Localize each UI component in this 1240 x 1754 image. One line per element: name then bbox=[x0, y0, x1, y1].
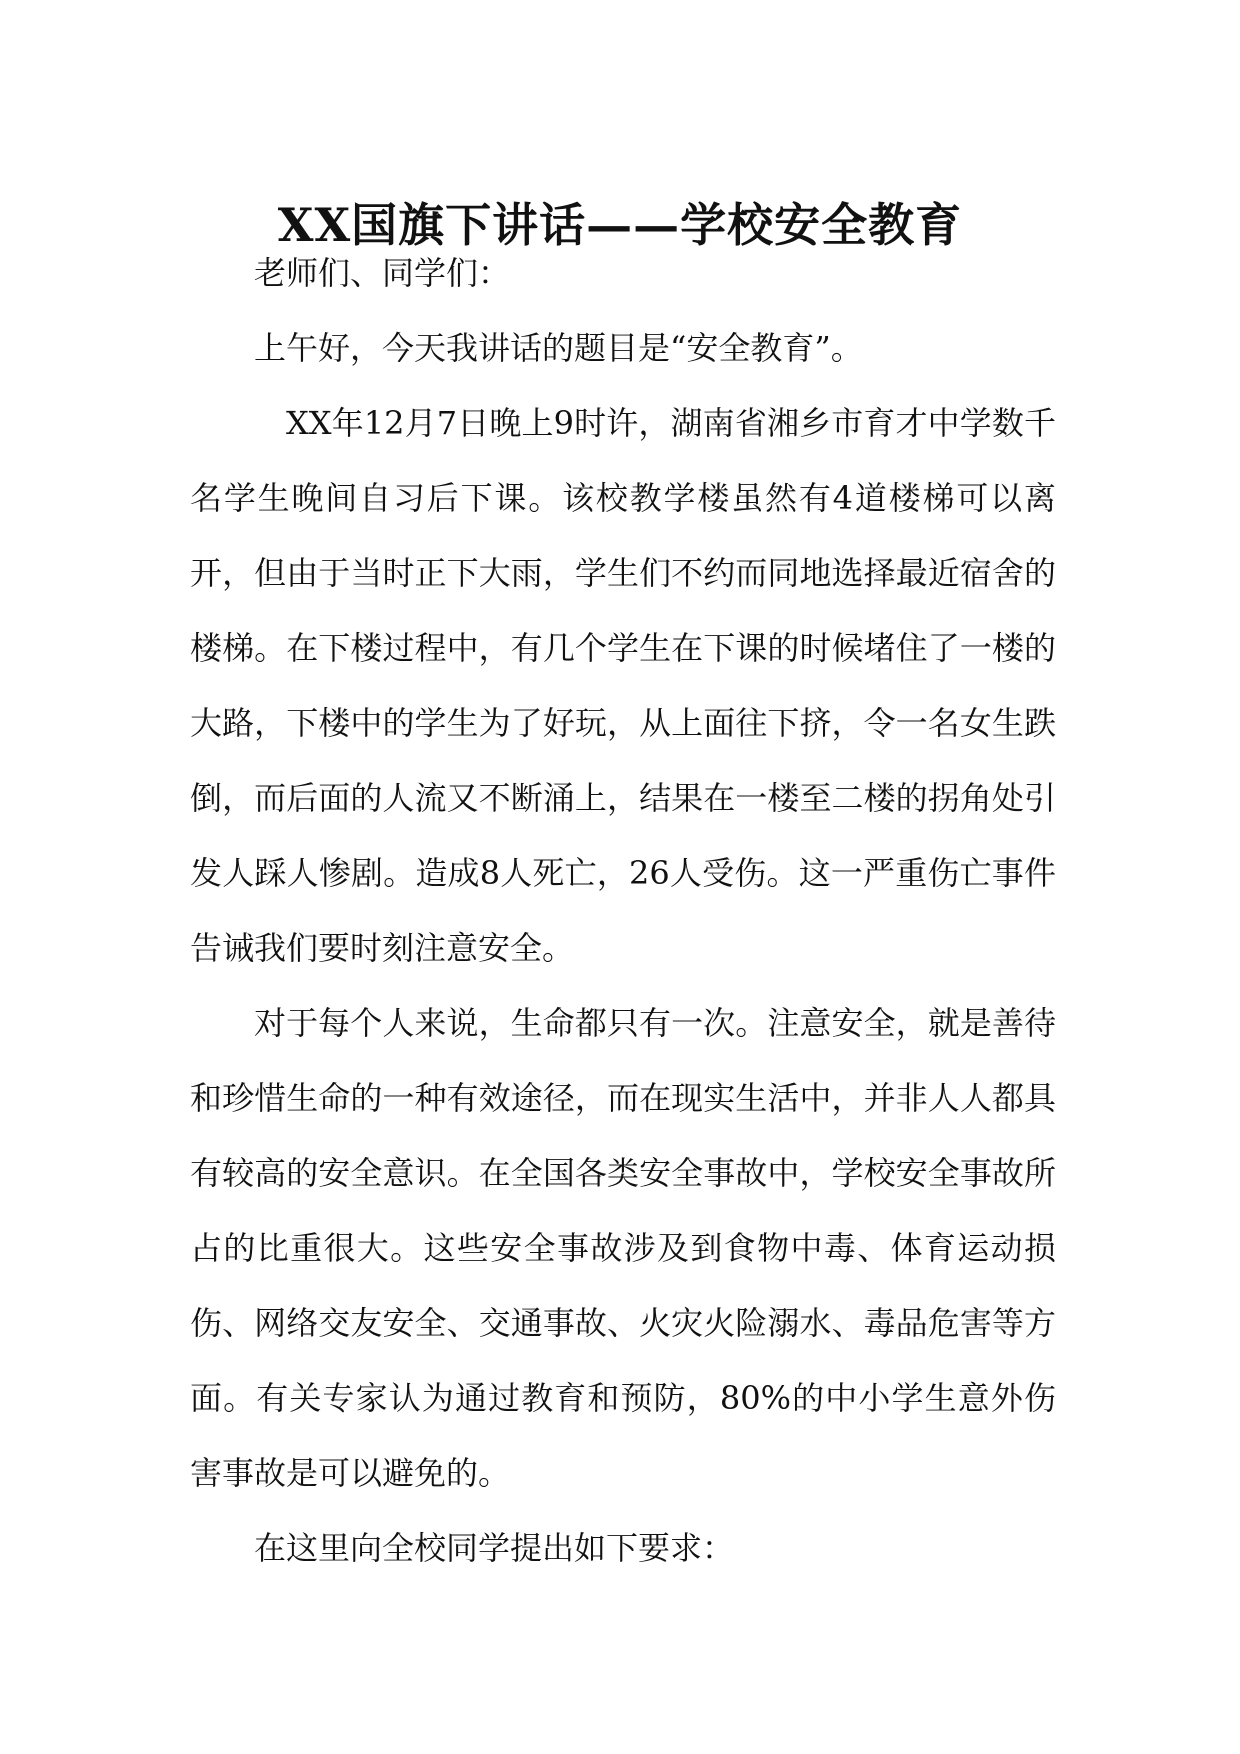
greeting-paragraph: 上午好，今天我讲话的题目是“安全教育”。 bbox=[254, 329, 863, 367]
requirements-intro-paragraph: 在这里向全校同学提出如下要求： bbox=[254, 1529, 735, 1567]
document-title: XX国旗下讲话——学校安全教育 bbox=[277, 197, 963, 252]
incident-paragraph: XX年12月7日晚上9时许，湖南省湘乡市育才中学数千名学生晚间自习后下课。该校教学楼虽然有4道楼梯可以离开，但由于当时正下大雨，学生们不约而同地选择最近宿舍的楼梯。在下楼过程中，有几个学生在下课的时候堵住了一楼的大路，下楼中的学生为了好玩，从上面往下挤，令一名女生跌倒，而后面的人流又不断涌上，结果在一楼至二楼的拐角处引发人踩人惨剧。造成8人死亡，26人受伤。这一严重伤亡事件告诫我们要时刻注意安全。 bbox=[190, 404, 1056, 967]
salutation-paragraph: 老师们、同学们： bbox=[254, 254, 511, 292]
safety-awareness-paragraph: 对于每个人来说，生命都只有一次。注意安全，就是善待和珍惜生命的一种有效途径，而在现实生活中，并非人人都具有较高的安全意识。在全国各类安全事故中，学校安全事故所占的比重很大。这些安全事故涉及到食物中毒、体育运动损伤、网络交友安全、交通事故、火灾火险溺水、毒品危害等方面。有关专家认为通过教育和预防，80%的中小学生意外伤害事故是可以避免的。 bbox=[190, 1004, 1056, 1492]
document-body bbox=[190, 236, 1056, 1586]
